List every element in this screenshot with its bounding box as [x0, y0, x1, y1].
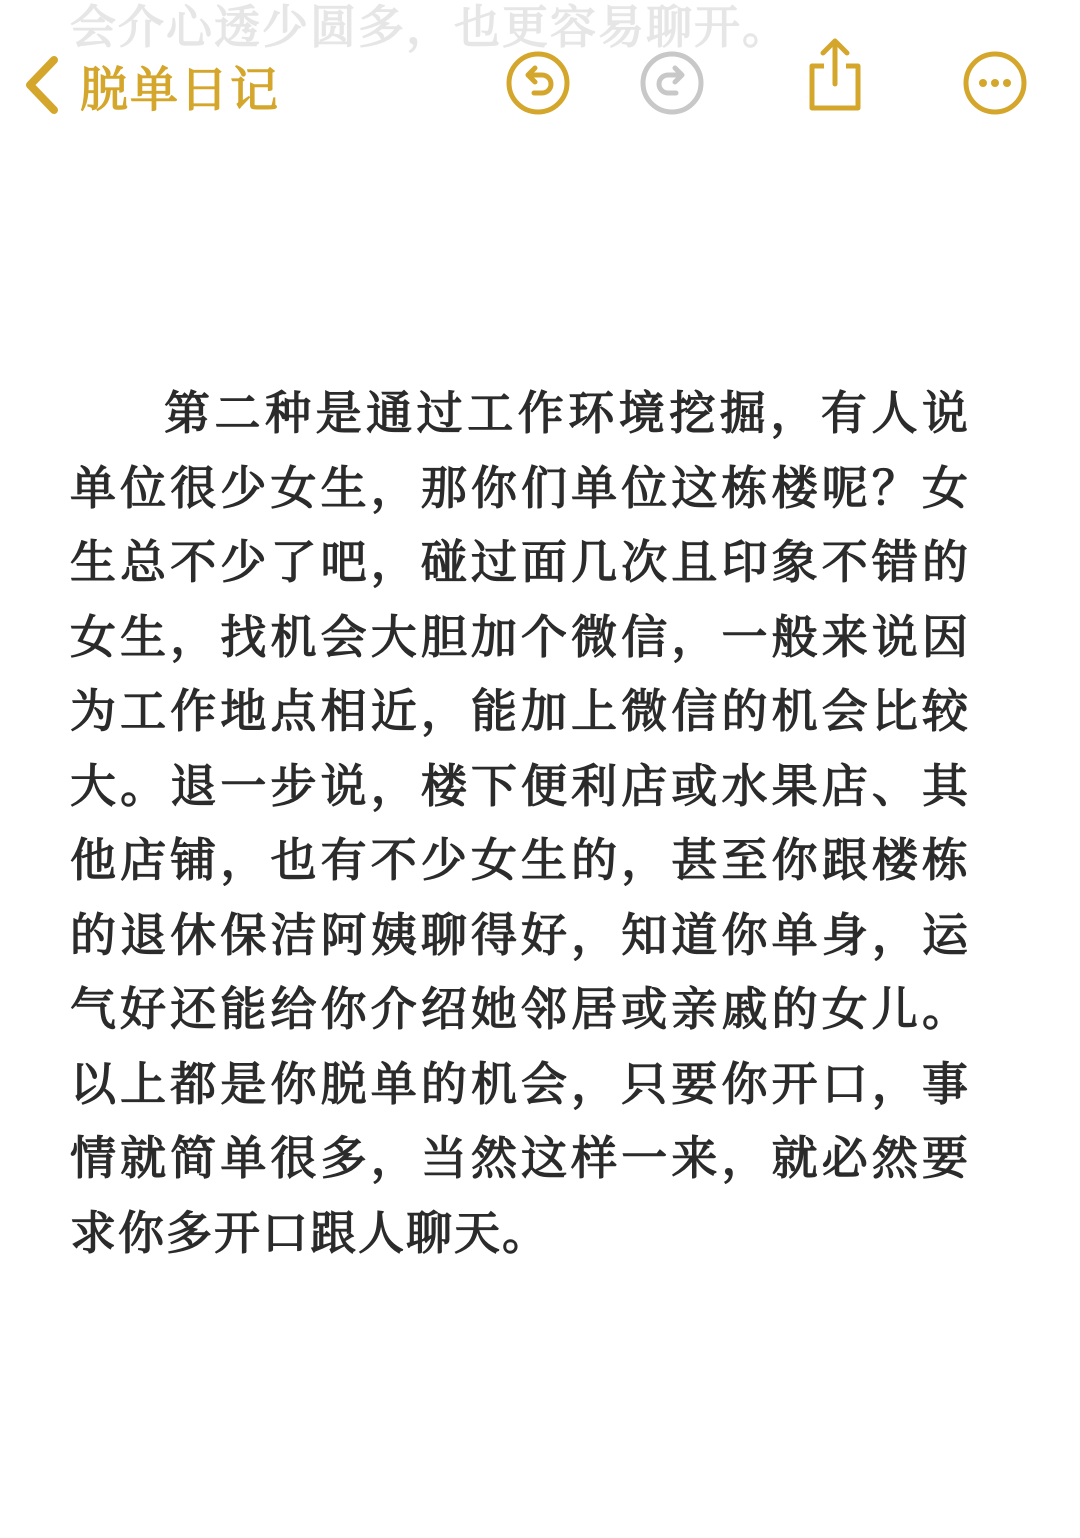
redo-button[interactable]	[637, 50, 707, 120]
navigation-bar	[0, 0, 1080, 170]
undo-button[interactable]	[503, 50, 573, 120]
undo-icon	[504, 49, 572, 121]
note-body[interactable]	[70, 376, 970, 1270]
back-button[interactable]	[22, 50, 280, 120]
chevron-left-icon	[22, 50, 66, 120]
more-button[interactable]	[960, 50, 1030, 120]
note-paragraph: 第二种是通过工作环境挖掘，有人说单位很少女生，那你们单位这栋楼呢？女生总不少了吧，碰过面几次且印象不错的女生，找机会大胆加个微信，一般来说因为工作地点相近，能加上微信的机会比较大。退一步说，楼下便利店或水果店、其他店铺，也有不少女生的，甚至你跟楼栋的退休保洁阿姨聊得好，知道你单身，运气好还能给你介绍她邻居或亲戚的女儿。以上都是你脱单的机会，只要你开口，事情就简单很多，当然这样一来，就必然要求你多开口跟人聊天。	[70, 386, 970, 1260]
share-icon	[804, 36, 866, 118]
scrolled-text-line: 会介心透少圆多，也更容易聊开。	[70, 0, 790, 54]
redo-icon	[638, 49, 706, 121]
more-icon	[961, 49, 1029, 121]
back-title: 脱单日记	[80, 61, 281, 118]
share-button[interactable]	[800, 42, 870, 112]
